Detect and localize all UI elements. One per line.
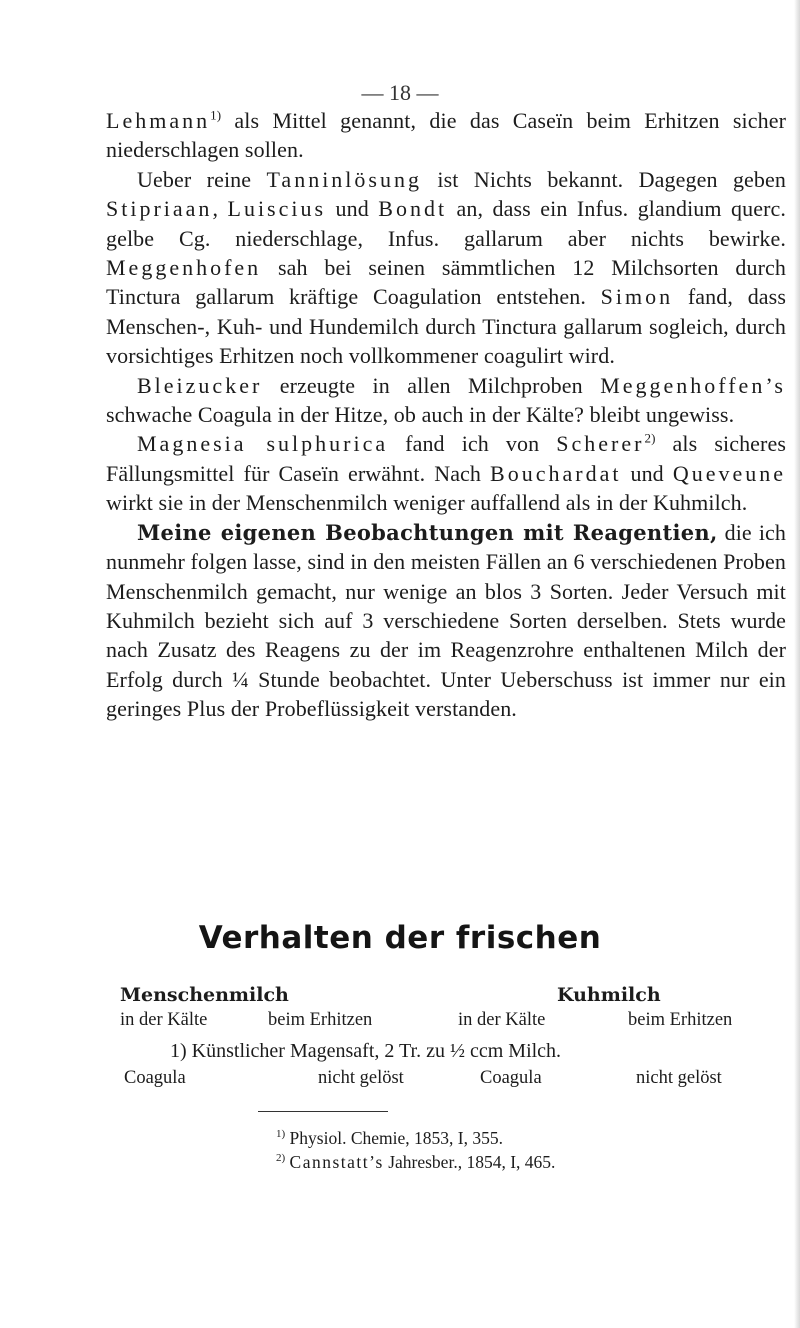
result-heat-human: nicht gelöst <box>318 1068 404 1088</box>
paragraph-heading: Meine eigenen Beobachtungen mit Reagentien, <box>137 519 718 545</box>
footnote-1: $^{1)}$ Physiol. Chemie, 1853, I, 355. <box>276 1128 503 1148</box>
paragraph-3: Bleizucker erzeugte in allen Milchproben Meggenhoffen’s schwache Coagula in der Hitze, ob auch in der Kälte? bleibt ungewiss. <box>106 372 786 428</box>
section-title: Verhalten der frischen <box>198 920 602 956</box>
term-bleizucker: Bleizucker <box>137 372 263 398</box>
author-simon: Simon <box>600 284 674 310</box>
paragraph-1: Lehmann$^{1)}$ als Mittel genannt, die das Caseïn beim Erhitzen sicher niederschlagen sollen. <box>106 107 786 163</box>
footnote-rule <box>258 1111 388 1112</box>
author-lehmann: Lehmann <box>106 108 211 133</box>
subhead-heat-cow: beim Erhitzen <box>628 1010 733 1030</box>
author-meggenhofen: Meggenhofen <box>106 255 262 281</box>
term-magnesia: Magnesia sulphurica <box>137 431 389 457</box>
result-cold-cow: Coagula <box>480 1068 542 1088</box>
author-bouchardat: Bouchardat <box>490 460 622 486</box>
subhead-heat-human: beim Erhitzen <box>268 1010 373 1030</box>
paragraph-2: Ueber reine Tanninlösung ist Nichts bekannt. Dagegen geben Stipriaan, Luiscius und Bondt an, dass ein Infus. glandium querc. gelbe Cg. niederschlage, Infus. gallarum aber nichts bewirke. Meggenhofen sah bei seinen sämmtlichen 12 Milchsorten durch Tinctura gallarum kräftige Coagulation entstehen. Simon fand, dass Menschen-, Kuh- und Hundemilch durch Tinctura gallarum sogleich, durch vorsichtiges Erhitzen noch vollkommener coagulirt wird. <box>106 166 787 369</box>
table-subheader <box>120 1010 780 1036</box>
page-edge-shadow <box>794 0 800 1328</box>
table-entry-row <box>120 1036 780 1068</box>
entry-label: 1) Künstlicher Magensaft, 2 Tr. zu ½ ccm Milch. <box>170 1040 562 1062</box>
author-meggenhoffen: Meggenhoffen’s <box>600 372 786 398</box>
footnote-ref-2: 2) <box>644 431 656 447</box>
paragraph-4: Magnesia sulphurica fand ich von Scherer$^{2)}$ als sicheres Fällungsmittel für Caseïn erwähnt. Nach Bouchardat und Queveune wirkt sie in der Menschenmilch weniger auffallend als in der Kuhmilch. <box>106 431 786 516</box>
page-number: — 18 — <box>361 80 439 105</box>
results-table <box>120 984 780 1094</box>
author-stipriaan: Stipriaan <box>106 196 213 222</box>
result-cold-human: Coagula <box>124 1068 186 1088</box>
group-menschenmilch: Menschenmilch <box>120 984 289 1006</box>
author-queveune: Queveune <box>672 460 786 486</box>
term-tannin: Tanninlösung <box>266 166 422 192</box>
footnote-author: Cannstatt’s <box>289 1152 384 1172</box>
subhead-cold-human: in der Kälte <box>120 1010 208 1030</box>
author-luiscius: Luiscius <box>227 196 327 222</box>
body-text <box>106 106 786 724</box>
footnote-2: $^{2)}$ Cannstatt’s Jahresber., 1854, I, 465. <box>276 1152 556 1172</box>
footnote-ref-1: 1) <box>210 107 222 123</box>
table-result-row <box>120 1068 780 1094</box>
table-group-header <box>120 984 780 1010</box>
author-scherer: Scherer <box>556 431 645 457</box>
result-heat-cow: nicht gelöst <box>636 1068 722 1088</box>
subhead-cold-cow: in der Kälte <box>458 1010 546 1030</box>
group-kuhmilch: Kuhmilch <box>557 984 661 1006</box>
paragraph-5: Meine eigenen Beobachtungen mit Reagentien, die ich nunmehr folgen lasse, sind in den meisten Fällen an 6 verschiedenen Proben Menschenmilch gemacht, nur wenige an blos 3 Sorten. Jeder Versuch mit Kuhmilch bezieht sich auf 3 verschiedene Sorten derselben. Stets wurde nach Zusatz des Reagens zu der im Reagenzrohre enthaltenen Milch der Erfolg durch ¼ Stunde beobachtet. Unter Ueberschuss ist immer nur ein geringes Plus der Probeflüssigkeit verstanden. <box>106 519 786 722</box>
author-bondt: Bondt <box>378 196 448 222</box>
